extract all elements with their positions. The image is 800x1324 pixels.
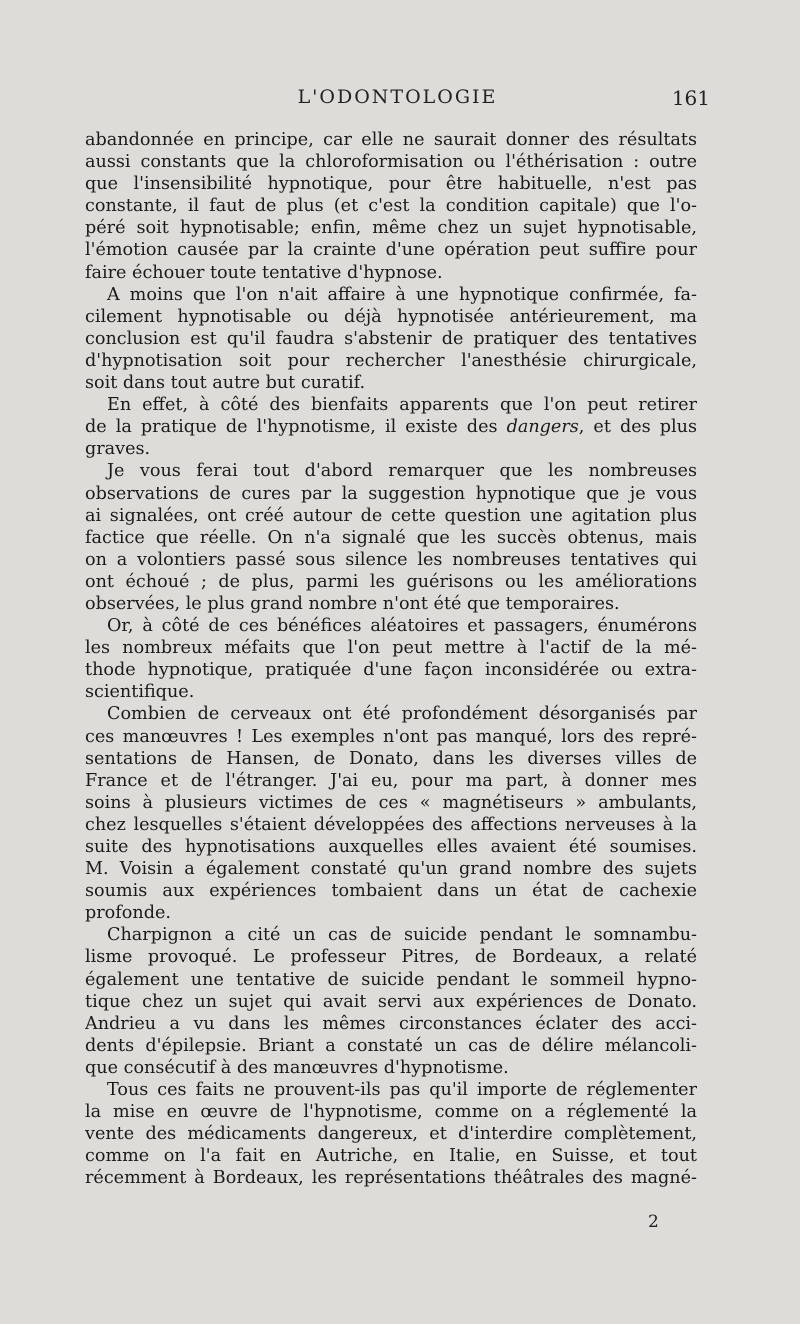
- text-line: lisme provoqué. Le professeur Pitres, de Bordeaux, a relaté: [85, 947, 697, 968]
- text-line: péré soit hypnotisable; enfin, même chez un sujet hypnotisable,: [85, 218, 697, 239]
- text-line: ont échoué ; de plus, parmi les guérisons ou les améliorations: [85, 571, 697, 592]
- page-header: [85, 86, 710, 116]
- text-line: d'hypnotisation soit pour rechercher l'anesthésie chirurgicale,: [85, 350, 697, 371]
- text-line: France et de l'étranger. J'ai eu, pour ma part, à donner mes: [85, 770, 697, 791]
- text-line: ces manœuvres ! Les exemples n'ont pas manqué, lors des repré-: [85, 726, 697, 747]
- text-line: également une tentative de suicide pendant le sommeil hypno-: [85, 969, 697, 990]
- text-line: que consécutif à des manœuvres d'hypnotisme.: [85, 1057, 509, 1078]
- text-line: Combien de cerveaux ont été profondément désorganisés par: [107, 704, 697, 725]
- text-line: soins à plusieurs victimes de ces « magnétiseurs » ambulants,: [85, 792, 697, 813]
- text-line: l'émotion causée par la crainte d'une opération peut suffire pour: [85, 240, 697, 261]
- text-line: Or, à côté de ces bénéfices aléatoires et passagers, énumérons: [107, 616, 697, 637]
- text-line: observées, le plus grand nombre n'ont été que temporaires.: [85, 593, 620, 614]
- text-line: faire échouer toute tentative d'hypnose.: [85, 262, 443, 283]
- text-line: constante, il faut de plus (et c'est la condition capitale) que l'o-: [85, 196, 697, 217]
- text-line: abandonnée en principe, car elle ne saurait donner des résultats: [85, 130, 697, 150]
- text-line: vente des médicaments dangereux, et d'interdire complètement,: [85, 1124, 697, 1145]
- text-line: factice que réelle. On n'a signalé que les succès obtenus, mais: [85, 527, 697, 548]
- text-line: Andrieu a vu dans les mêmes circonstances éclater des acci-: [85, 1013, 697, 1034]
- text-line: scientifique.: [85, 682, 195, 703]
- page-number: 161: [671, 86, 710, 110]
- text-line: tique chez un sujet qui avait servi aux expériences de Donato.: [85, 991, 697, 1012]
- text-line: la mise en œuvre de l'hypnotisme, comme on a réglementé la: [85, 1102, 697, 1123]
- text-line: A moins que l'on n'ait affaire à une hypnotique confirmée, fa-: [107, 284, 697, 305]
- text-line: soit dans tout autre but curatif.: [85, 373, 366, 394]
- running-title: L'ODONTOLOGIE: [297, 86, 498, 108]
- text-line: que l'insensibilité hypnotique, pour être habituelle, n'est pas: [85, 174, 697, 195]
- text-line: soumis aux expériences tombaient dans un état de cachexie: [85, 881, 697, 902]
- text-line: Tous ces faits ne prouvent-ils pas qu'il importe de réglementer: [107, 1080, 697, 1101]
- italic-word: dangers: [506, 417, 579, 438]
- text-line: sentations de Hansen, de Donato, dans les diverses villes de: [85, 748, 697, 769]
- text-line: récemment à Bordeaux, les représentations théâtrales des magné-: [85, 1168, 697, 1189]
- text-line: graves.: [85, 439, 151, 460]
- text-line: ai signalées, ont créé autour de cette question une agitation plus: [85, 505, 697, 526]
- text-line: dents d'épilepsie. Briant a constaté un cas de délire mélancoli-: [85, 1035, 697, 1056]
- text-line: les nombreux méfaits que l'on peut mettre à l'actif de la mé-: [85, 638, 697, 659]
- signature-mark: 2: [648, 1212, 659, 1232]
- text-line: on a volontiers passé sous silence les nombreuses tentatives qui: [85, 549, 697, 570]
- text-line: observations de cures par la suggestion hypnotique que je vous: [85, 483, 697, 504]
- text-line: aussi constants que la chloroformisation ou l'éthérisation : outre: [85, 152, 697, 173]
- text-line: profonde.: [85, 903, 171, 924]
- text-segment: , et des plus: [578, 417, 697, 438]
- text-line: Je vous ferai tout d'abord remarquer que les nombreuses: [107, 461, 697, 482]
- text-line: thode hypnotique, pratiquée d'une façon inconsidérée ou extra-: [85, 660, 697, 681]
- text-line: En effet, à côté des bienfaits apparents que l'on peut retirer: [107, 395, 697, 416]
- text-line: comme on l'a fait en Autriche, en Italie, en Suisse, et tout: [85, 1146, 697, 1167]
- text-line: cilement hypnotisable ou déjà hypnotisée antérieurement, ma: [85, 306, 697, 327]
- text-segment: de la pratique de l'hypnotisme, il existe des: [85, 417, 498, 438]
- text-line: M. Voisin a également constaté qu'un grand nombre des sujets: [85, 859, 697, 880]
- text-line: suite des hypnotisations auxquelles elles avaient été soumises.: [85, 837, 697, 857]
- body-text: [85, 129, 697, 1190]
- text-line-with-italic: [85, 416, 697, 438]
- text-line: conclusion est qu'il faudra s'abstenir de pratiquer des tentatives: [85, 328, 697, 349]
- text-line: Charpignon a cité un cas de suicide pendant le somnambu-: [107, 925, 697, 946]
- text-line: chez lesquelles s'étaient développées des affections nerveuses à la: [85, 814, 697, 835]
